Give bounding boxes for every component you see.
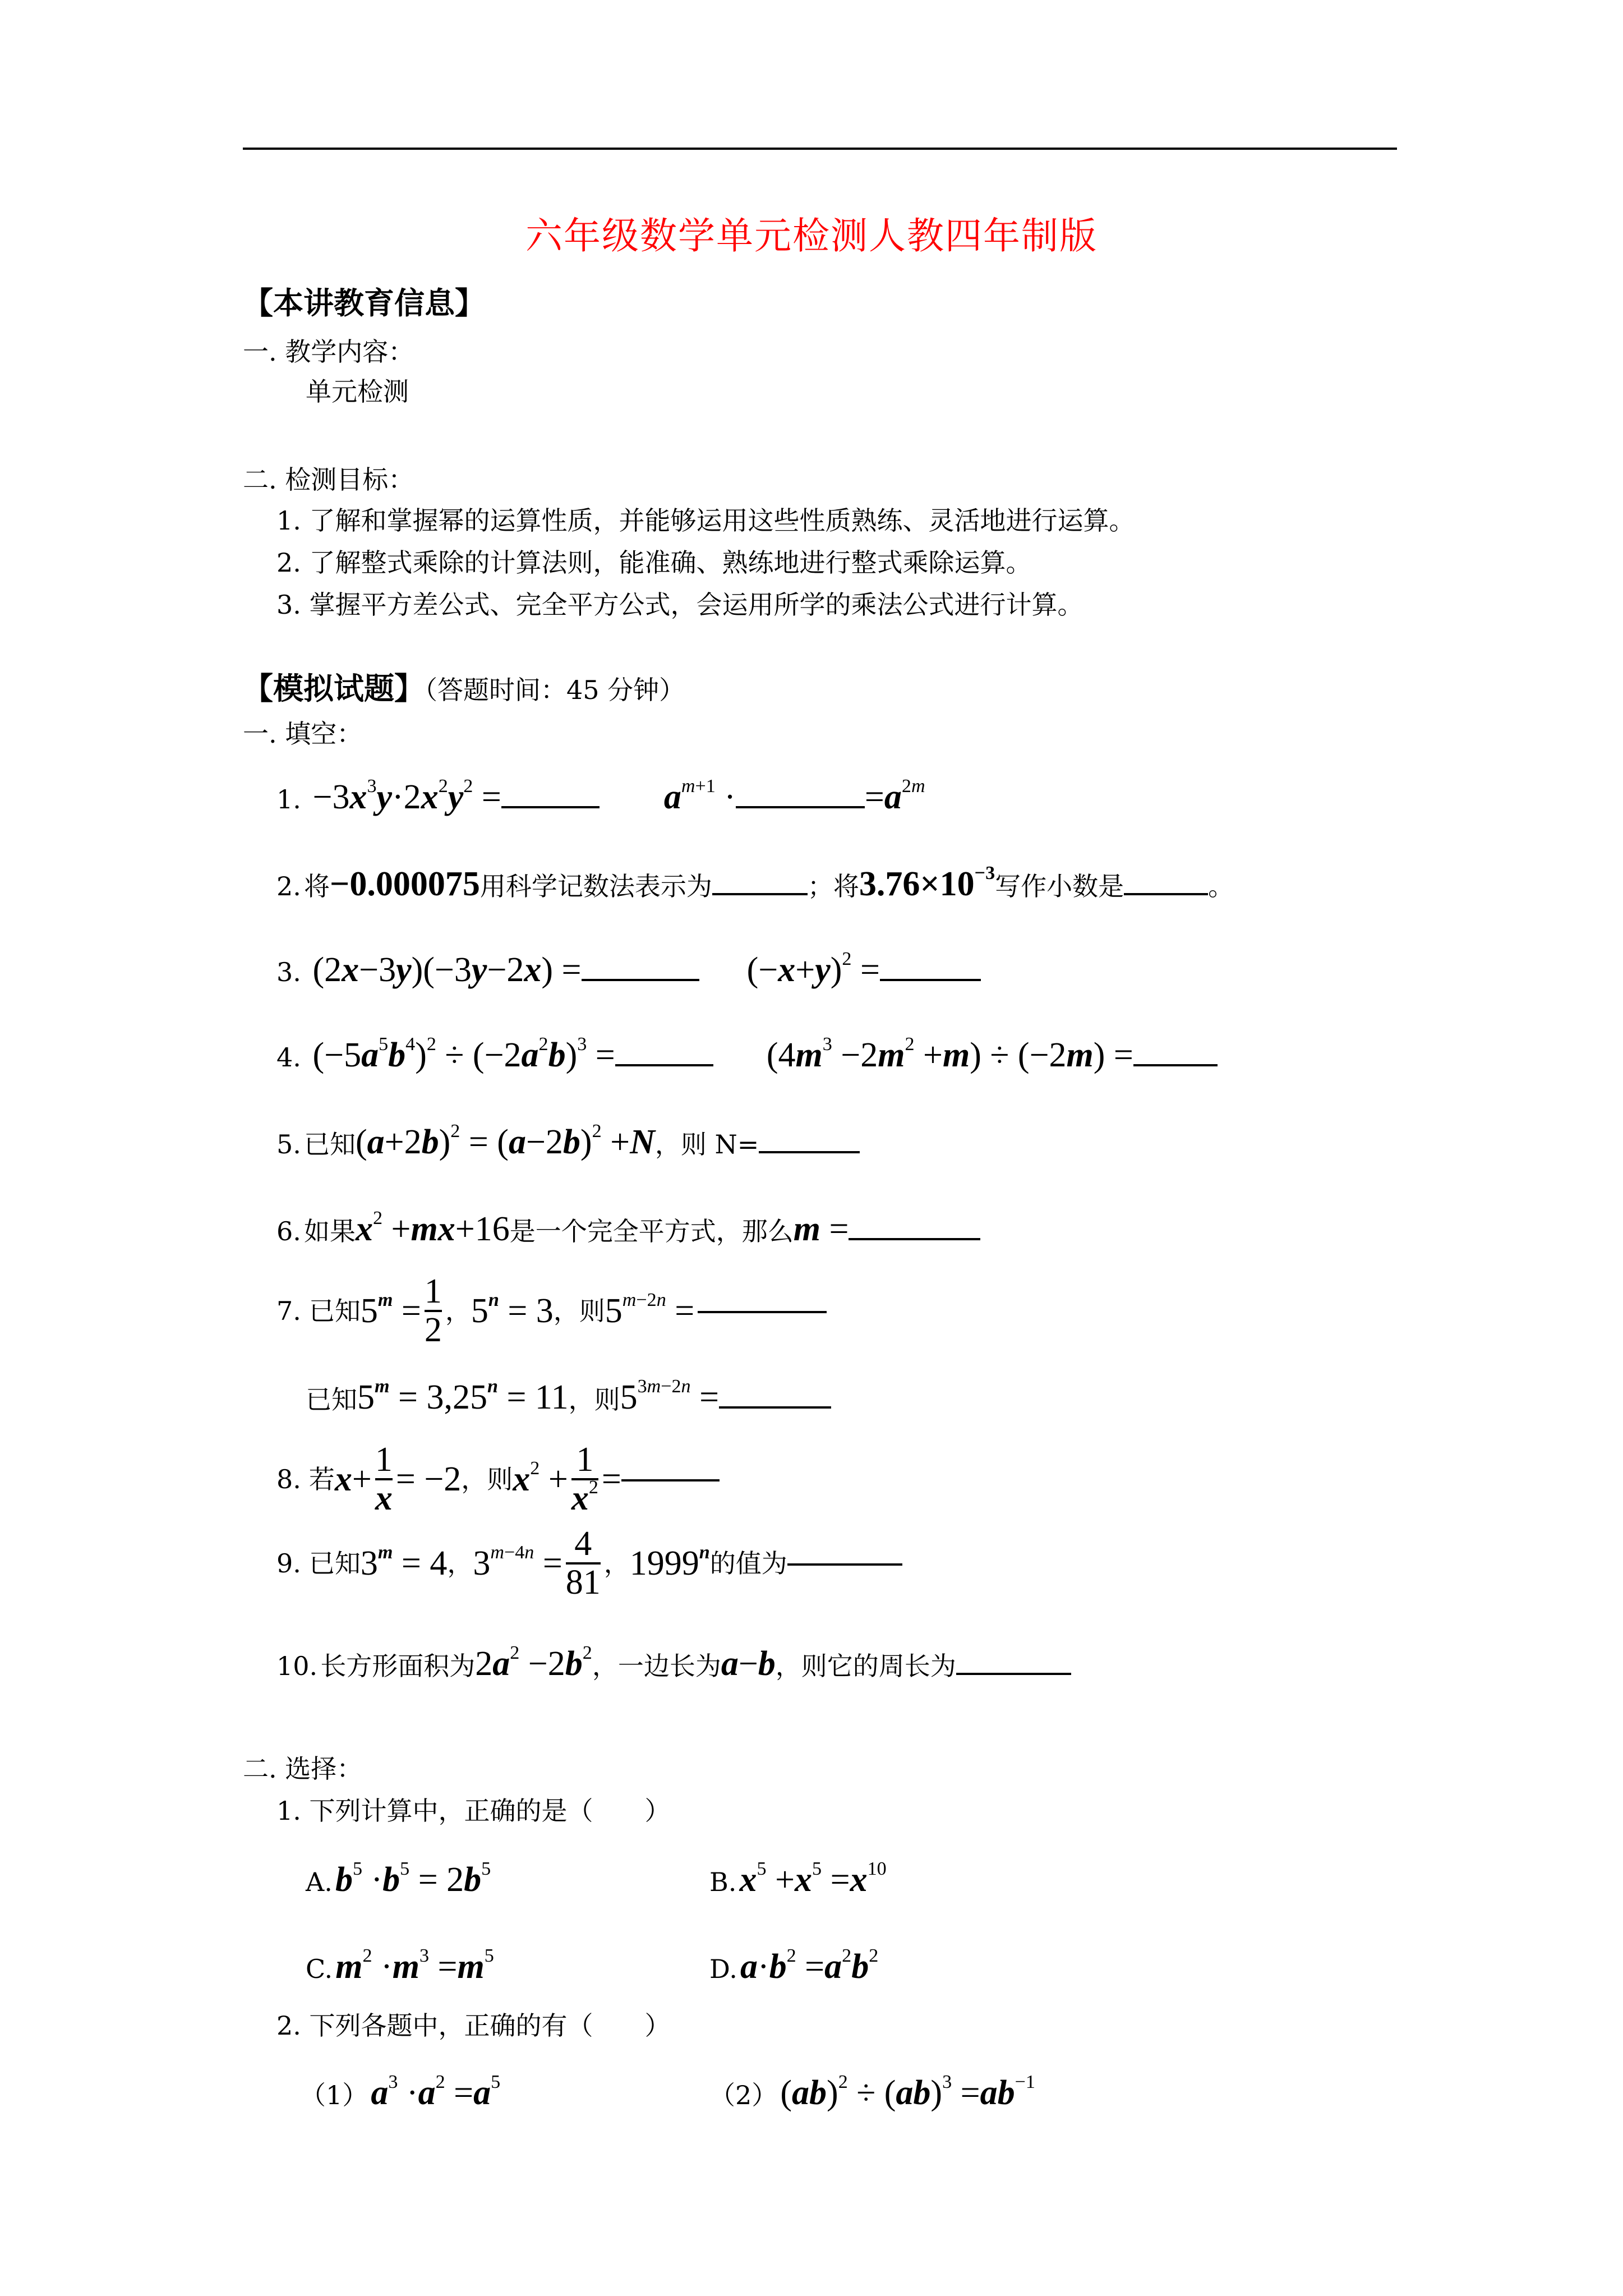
mock-label: 【模拟试题】 (243, 670, 425, 706)
choice-q1-option-c[interactable]: C. $m^2 \cdot m^3 =m^5$ (306, 1945, 494, 1986)
q9-number: 9. (276, 1548, 301, 1579)
fill-q5: 5. 已知$(a+2b)^2 = (a-2b)^2 +N$，则 N= (276, 1125, 860, 1159)
q2-sci-base: 3.76×10 (859, 865, 975, 903)
q2-number-value: −0.000075 (329, 865, 480, 903)
q3-expr-b: $(-x+y)^2$ = (746, 949, 880, 989)
q1-expr-a: $-3x^3y\cdot 2x^2y^2$ = (303, 776, 501, 816)
fill-q1: 1. $-3x^3y\cdot 2x^2y^2 = a^{m+1} \cdot =a^{2m}$ (276, 776, 925, 816)
fill-label: 一. 填空： (243, 719, 363, 749)
section-info-heading: 【本讲教育信息】 (243, 285, 485, 321)
q1-blank-b[interactable] (736, 804, 865, 808)
fill-q7: 7. 已知 $5^m$ = $\frac{1}{2}$ ， $5^n = 3$ ，则 $5^{m-2n}$ = (276, 1273, 827, 1349)
fill-q7b: 已知$5^m = 3,25^n = 11$，则$5^{3m-2n}$ = (306, 1380, 831, 1415)
q7-blank-b[interactable] (719, 1405, 831, 1409)
q7-fraction: $\frac{1}{2}$ (424, 1272, 442, 1350)
goal-2: 2. 了解整式乘除的计算法则，能准确、熟练地进行整式乘除运算。 (276, 547, 1032, 578)
q9-fraction: $\frac{4}{81}$ (565, 1525, 601, 1602)
fill-q2: 2. 将−0.000075用科学记数法表示为 ；将$3.76\times 10^{-3}$写作小数是 。 (276, 863, 1234, 903)
choice-q2-item-2: （2） $(ab)^2 \div (ab)^3 =ab^{-1}$ (709, 2072, 1035, 2112)
choice-q1: 1. 下列计算中，正确的是（ ） (276, 1796, 671, 1826)
q3-number: 3. (276, 957, 301, 987)
fill-q4 (276, 1034, 1218, 1074)
q9-blank[interactable] (787, 1562, 902, 1566)
q4-blank-a[interactable] (615, 1062, 713, 1066)
header-rule (243, 148, 1397, 150)
q6-blank[interactable] (849, 1236, 980, 1240)
q1-number: 1. (276, 784, 301, 815)
q7-blank-a[interactable] (698, 1309, 827, 1313)
q7-number: 7. (276, 1296, 301, 1327)
q8-number: 8. (276, 1464, 301, 1495)
q6-number: 6. (276, 1216, 301, 1246)
q1-expr-b: $a^{m+1}$ · (663, 776, 736, 816)
page-title: 六年级数学单元检测人教四年制版 (525, 214, 1098, 257)
choice-q2-item-1: （1） $a^3 \cdot a^2 =a^5$ (300, 2072, 501, 2112)
q10-blank[interactable] (956, 1671, 1071, 1675)
q10-number: 10. (276, 1651, 318, 1681)
choice-q2: 2. 下列各题中，正确的有（ ） (276, 2010, 671, 2041)
fill-q6: 6. 如果$x^2 +mx+16$是一个完全平方式，那么m = (276, 1212, 980, 1246)
q4-blank-b[interactable] (1133, 1062, 1218, 1066)
q1-blank-a[interactable] (501, 804, 600, 808)
q8-fraction-a: $\frac{1}{x}$ (375, 1441, 393, 1518)
goal-3: 3. 掌握平方差公式、完全平方公式，会运用所学的乘法公式进行计算。 (276, 590, 1083, 620)
part2-label: 二. 检测目标： (243, 464, 414, 495)
part1-label: 一. 教学内容： (243, 337, 414, 367)
q8-fraction-b: $\frac{1}{x^2}$ (571, 1441, 598, 1518)
q2-blank-a[interactable] (712, 891, 808, 895)
q5-number: 5. (276, 1129, 301, 1159)
goal-1: 1. 了解和掌握幂的运算性质，并能够运用这些性质熟练、灵活地进行运算。 (276, 505, 1135, 536)
q8-blank[interactable] (621, 1478, 720, 1481)
q5-blank[interactable] (759, 1149, 860, 1153)
choice-q1-option-a[interactable]: A. $b^5 \cdot b^5 = 2b^5$ (306, 1858, 491, 1899)
fill-q10: 10. 长方形面积为$2a^2 -2b^2$，一边长为a−b，则它的周长为 (276, 1646, 1071, 1681)
part1-content: 单元检测 (306, 376, 409, 407)
fill-q3 (276, 949, 981, 989)
q3-blank-a[interactable] (582, 977, 699, 981)
q2-blank-b[interactable] (1124, 891, 1208, 895)
choice-q1-option-b[interactable]: B. $x^5 +x^5 =x^{10}$ (709, 1858, 887, 1899)
q4-number: 4. (276, 1042, 301, 1073)
q2-sci-exp: −3 (974, 863, 995, 884)
q3-blank-b[interactable] (880, 977, 981, 981)
mock-time: （答题时间：45 分钟） (425, 675, 685, 705)
q5-expr: $(a+2b)^2 = (a-2b)^2 +N$ (355, 1121, 655, 1161)
fill-q8: 8. 若 x+ $\frac{1}{x}$ = −2 ，则 $x^2$ + $\frac{1}{x^2}$ = (276, 1442, 720, 1517)
q4-expr-b: $(4m^3 -2m^2 +m) \div (-2m)$ = (766, 1034, 1133, 1074)
mock-heading (243, 670, 685, 706)
choice-q1-option-d[interactable]: D. $a\cdot b^2 =a^2b^2$ (709, 1945, 879, 1986)
fill-q9: 9. 已知 $3^m = 4$ ， $3^{m-4n}$ = $\frac{4}{81}$ ， 1999$^n$ 的值为 (276, 1526, 902, 1601)
q6-expr: $x^2 +mx+16$ (355, 1208, 510, 1248)
q4-expr-a: $(-5a^5b^4)^2 \div (-2a^2b)^3$ = (303, 1034, 615, 1074)
choice-label: 二. 选择： (243, 1754, 363, 1784)
q3-expr-a: (2x−3y)(−3y−2x) = (303, 951, 582, 989)
q2-number: 2. (276, 871, 301, 901)
